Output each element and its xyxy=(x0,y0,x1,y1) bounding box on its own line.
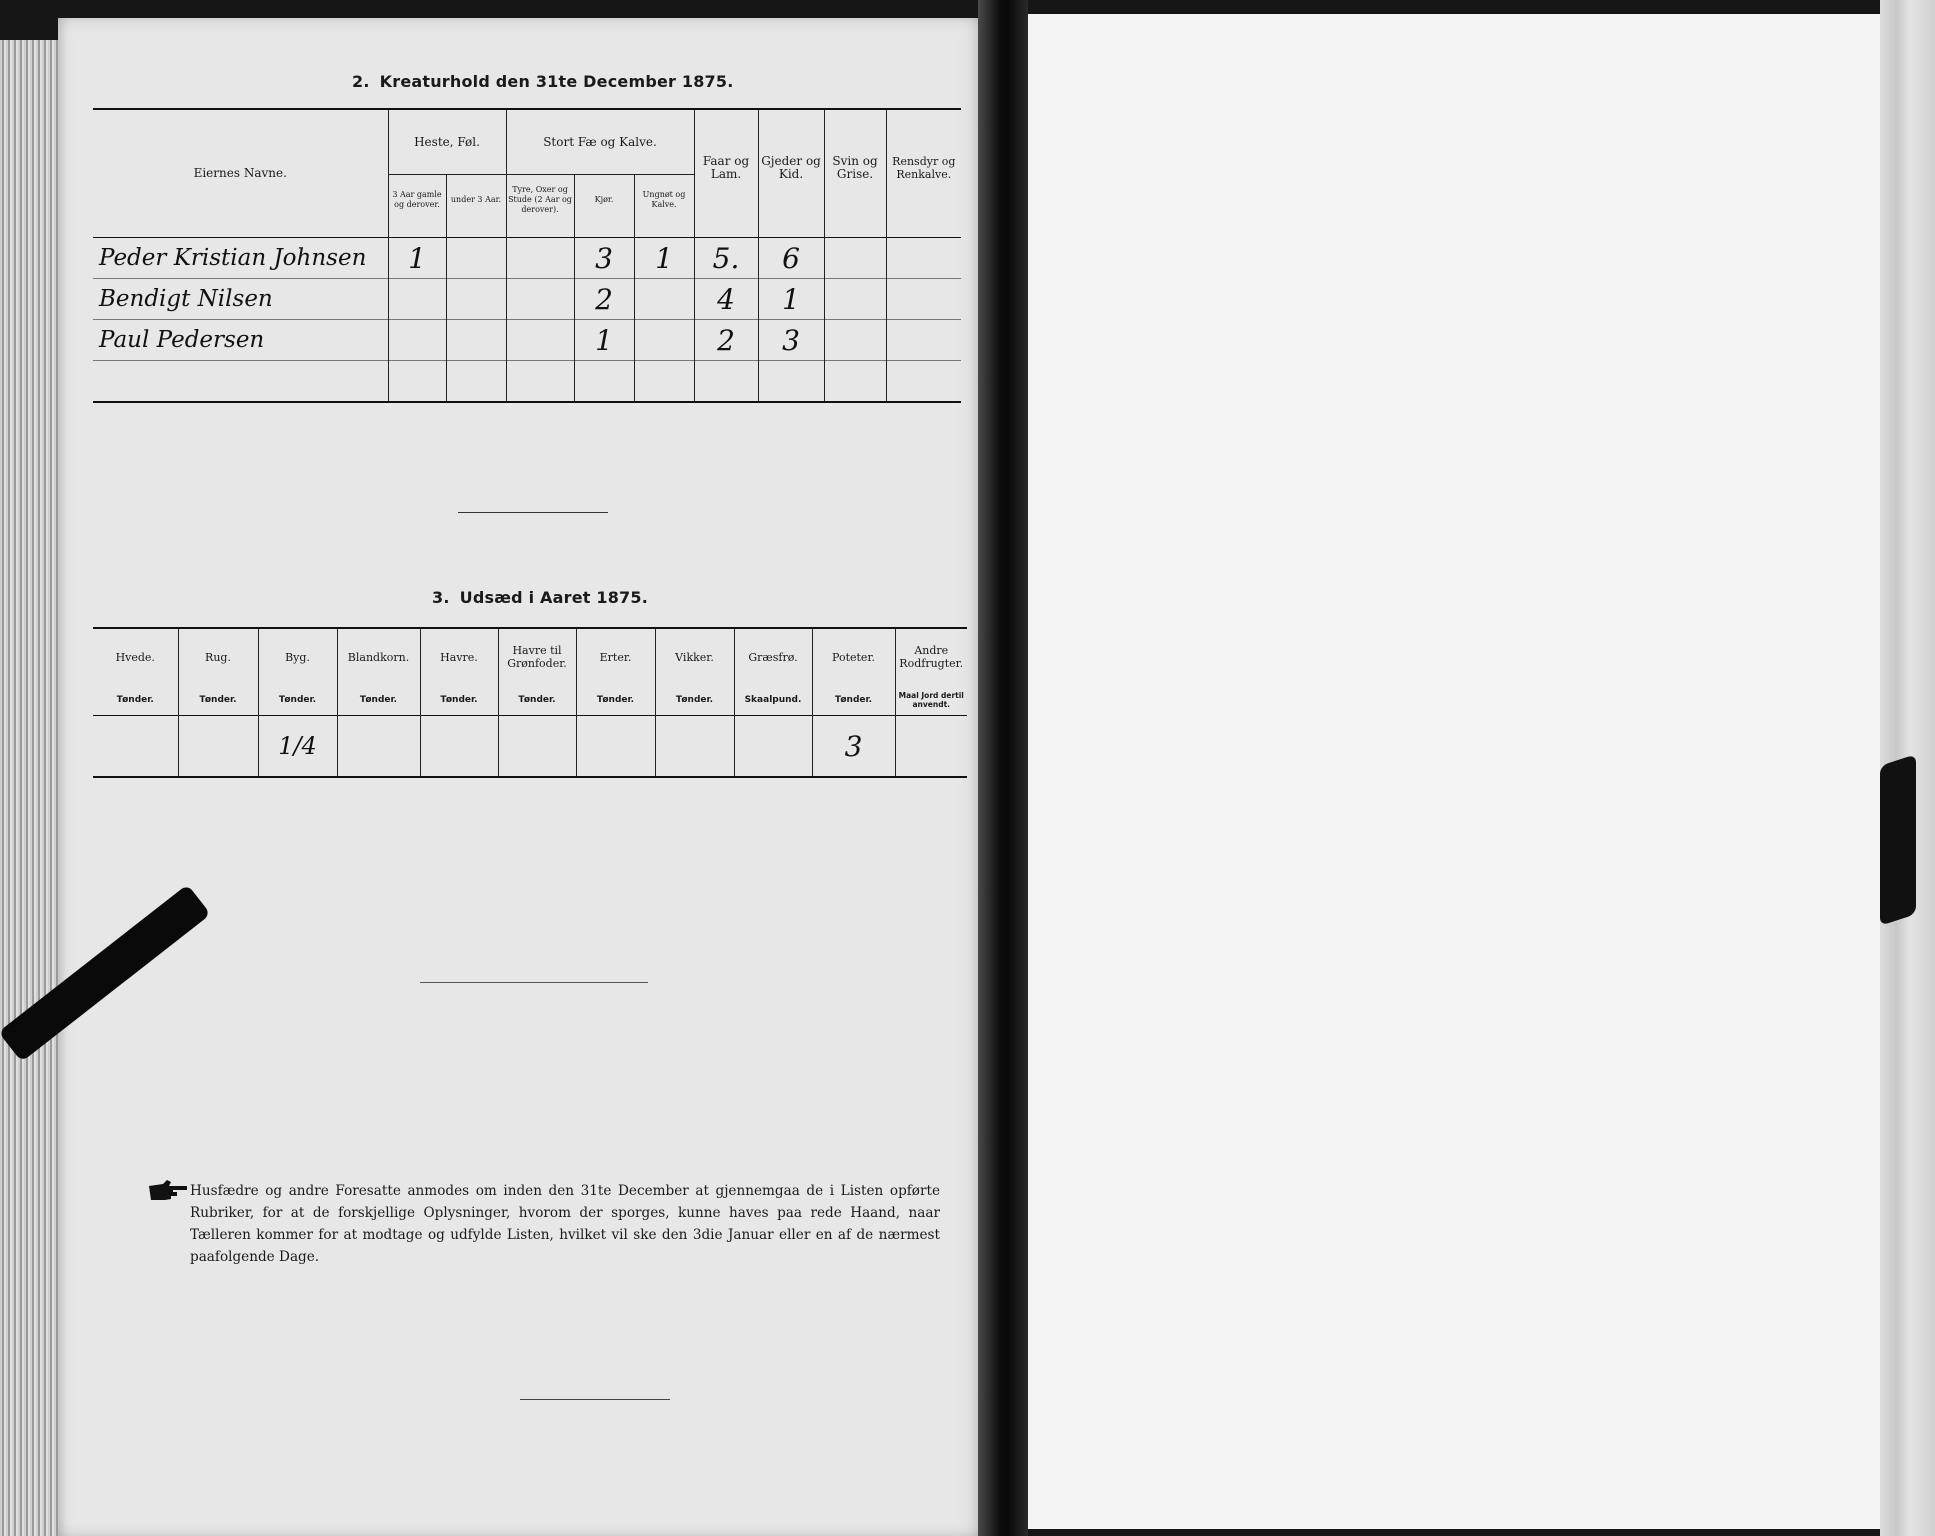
header-havre: Havre. xyxy=(420,628,498,685)
horses-old-value xyxy=(388,320,446,361)
poteter-value: 3 xyxy=(812,716,895,778)
unit-tonder: Tønder. xyxy=(576,685,655,716)
graesfro-value xyxy=(734,716,812,778)
havre-gronfoder-value xyxy=(498,716,576,778)
header-blandkorn: Blandkorn. xyxy=(337,628,420,685)
section-2-number: 2. xyxy=(352,72,370,91)
header-sheep: Faar og Lam. xyxy=(694,109,758,225)
header-vikker: Vikker. xyxy=(655,628,734,685)
section-3-title-text: Udsæd i Aaret 1875. xyxy=(459,588,648,607)
header-goats: Gjeder og Kid. xyxy=(758,109,824,225)
separator-rule xyxy=(458,512,608,513)
right-page-blank xyxy=(1028,14,1880,1529)
header-andre-rodfrugter: Andre Rodfrugter. xyxy=(895,628,967,685)
havre-value xyxy=(420,716,498,778)
header-cattle-cows: Kjør. xyxy=(574,175,634,226)
erter-value xyxy=(576,716,655,778)
header-horses-young: under 3 Aar. xyxy=(446,175,506,226)
reindeer-value xyxy=(886,279,961,320)
horses-young-value xyxy=(446,320,506,361)
cows-value: 3 xyxy=(574,238,634,279)
cows-value: 2 xyxy=(574,279,634,320)
unit-tonder: Tønder. xyxy=(655,685,734,716)
young-cattle-value xyxy=(634,320,694,361)
goats-value: 6 xyxy=(758,238,824,279)
pigs-value xyxy=(824,279,886,320)
notice-text: Husfædre og andre Foresatte anmodes om inden den 31te December at gjennemgaa de i Listen opførte Rubriker, for at de forskjellige Oplysninger, hvorom der sporges, kunne haves paa rede Haand, naar Tælleren kommer for at modtage og udfylde Listen, hvilket vil ske den 3die Januar eller en af de nærmest paafolgende Dage. xyxy=(190,1183,940,1265)
seed-table xyxy=(93,627,967,778)
young-cattle-value: 1 xyxy=(634,238,694,279)
owner-name: Peder Kristian Johnsen xyxy=(93,238,388,279)
young-cattle-value xyxy=(634,279,694,320)
sheep-value: 5. xyxy=(694,238,758,279)
horses-old-value: 1 xyxy=(388,238,446,279)
horses-old-value xyxy=(388,279,446,320)
sheep-value: 2 xyxy=(694,320,758,361)
cows-value: 1 xyxy=(574,320,634,361)
seed-row xyxy=(93,716,967,778)
reindeer-value xyxy=(886,320,961,361)
header-horses-old: 3 Aar gamle og derover. xyxy=(388,175,446,226)
header-cattle-bulls: Tyre, Oxer og Stude (2 Aar og derover). xyxy=(506,175,574,226)
pigs-value xyxy=(824,320,886,361)
bulls-value xyxy=(506,238,574,279)
header-hvede: Hvede. xyxy=(93,628,178,685)
owner-name: Paul Pedersen xyxy=(93,320,388,361)
livestock-row-empty xyxy=(93,361,961,403)
livestock-row xyxy=(93,238,961,279)
hvede-value xyxy=(93,716,178,778)
unit-skaalpund: Skaalpund. xyxy=(734,685,812,716)
goats-value: 1 xyxy=(758,279,824,320)
header-owners: Eiernes Navne. xyxy=(93,109,388,238)
unit-tonder: Tønder. xyxy=(93,685,178,716)
vikker-value xyxy=(655,716,734,778)
bulls-value xyxy=(506,279,574,320)
horses-young-value xyxy=(446,238,506,279)
livestock-table xyxy=(93,108,961,403)
owner-name: Bendigt Nilsen xyxy=(93,279,388,320)
book-gutter xyxy=(978,0,1028,1536)
unit-tonder: Tønder. xyxy=(812,685,895,716)
separator-rule xyxy=(520,1399,670,1400)
header-byg: Byg. xyxy=(258,628,337,685)
pointing-hand-icon xyxy=(147,1178,189,1204)
unit-tonder: Tønder. xyxy=(420,685,498,716)
unit-tonder: Tønder. xyxy=(258,685,337,716)
header-rug: Rug. xyxy=(178,628,258,685)
horses-young-value xyxy=(446,279,506,320)
livestock-row xyxy=(93,279,961,320)
unit-tonder: Tønder. xyxy=(337,685,420,716)
section-2-title xyxy=(352,72,734,91)
header-cattle: Stort Fæ og Kalve. xyxy=(506,109,694,175)
header-cattle-young: Ungnøt og Kalve. xyxy=(634,175,694,226)
header-reindeer: Rensdyr og Renkalve. xyxy=(886,109,961,225)
header-poteter: Poteter. xyxy=(812,628,895,685)
unit-maal-jord: Maal Jord dertil anvendt. xyxy=(895,685,967,716)
header-horses: Heste, Føl. xyxy=(388,109,506,175)
byg-value: 1/4 xyxy=(258,716,337,778)
sheep-value: 4 xyxy=(694,279,758,320)
binder-clip-icon xyxy=(1880,754,1916,926)
bulls-value xyxy=(506,320,574,361)
rug-value xyxy=(178,716,258,778)
section-3-title xyxy=(432,588,648,607)
separator-rule xyxy=(420,982,648,983)
livestock-row xyxy=(93,320,961,361)
header-graesfro: Græsfrø. xyxy=(734,628,812,685)
header-erter: Erter. xyxy=(576,628,655,685)
page-stack-edge xyxy=(0,40,62,1536)
reindeer-value xyxy=(886,238,961,279)
section-2-title-text: Kreaturhold den 31te December 1875. xyxy=(379,72,734,91)
header-havre-gronfoder: Havre til Grønfoder. xyxy=(498,628,576,685)
section-3-number: 3. xyxy=(432,588,450,607)
pigs-value xyxy=(824,238,886,279)
blandkorn-value xyxy=(337,716,420,778)
andre-rodfrugter-value xyxy=(895,716,967,778)
goats-value: 3 xyxy=(758,320,824,361)
unit-tonder: Tønder. xyxy=(498,685,576,716)
header-pigs: Svin og Grise. xyxy=(824,109,886,225)
unit-tonder: Tønder. xyxy=(178,685,258,716)
